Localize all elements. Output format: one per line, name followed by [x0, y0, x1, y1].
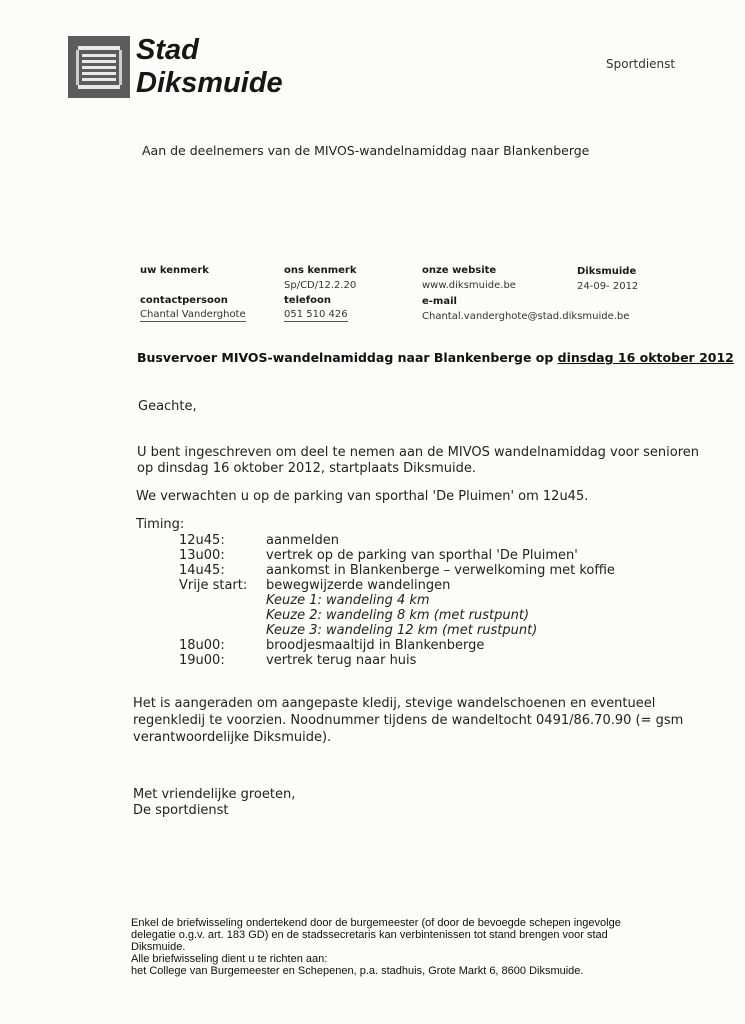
- timing-time: Vrije start:: [179, 578, 248, 593]
- timing-time: 13u00:: [179, 548, 225, 563]
- timing-time: 12u45:: [179, 533, 225, 548]
- timing-time: 19u00:: [179, 653, 225, 668]
- paragraph-meeting: We verwachten u op de parking van sporthal 'De Pluimen' om 12u45.: [136, 489, 589, 504]
- timing-time: 14u45:: [179, 563, 225, 578]
- email-link[interactable]: Chantal.vanderghote@stad.diksmuide.be: [422, 311, 630, 322]
- email-label: e-mail: [422, 296, 457, 307]
- logo-line-2: Diksmuide: [136, 67, 283, 99]
- footer-line-5: het College van Burgemeester en Schepenen, p.a. stadhuis, Grote Markt 6, 8600 Diksmuide.: [131, 965, 584, 977]
- logo-line-1: Stad: [136, 34, 199, 66]
- timing-desc: Keuze 2: wandeling 8 km (met rustpunt): [266, 608, 530, 623]
- phone-value: 051 510 426: [284, 309, 348, 320]
- timing-desc: aanmelden: [266, 533, 339, 548]
- timing-desc: aankomst in Blankenberge – verwelkoming met koffie: [266, 563, 615, 578]
- place-label: Diksmuide: [577, 266, 637, 277]
- timing-label: Timing:: [136, 517, 185, 532]
- contact-value: Chantal Vanderghote: [140, 309, 246, 320]
- letter-date: 24-09- 2012: [577, 281, 639, 292]
- city-logo-emblem: [68, 36, 130, 98]
- paragraph-intro: [137, 445, 699, 477]
- subject-text: Busvervoer MIVOS-wandelnamiddag naar Blankenberge op: [137, 350, 558, 365]
- phone-label: telefoon: [284, 295, 331, 306]
- legal-footer: [131, 917, 651, 977]
- paragraph-advice-line-3: verantwoordelijke Diksmuide).: [133, 730, 332, 745]
- ons-kenmerk-value: Sp/CD/12.2.20: [284, 280, 357, 291]
- paragraph-intro-line-2: op dinsdag 16 oktober 2012, startplaats Diksmuide.: [137, 461, 476, 476]
- timing-desc: Keuze 3: wandeling 12 km (met rustpunt): [266, 623, 538, 638]
- timing-desc: vertrek op de parking van sporthal 'De Pluimen': [266, 548, 578, 563]
- website-label: onze website: [422, 265, 497, 276]
- timing-schedule: [179, 533, 615, 683]
- subject-date: dinsdag 16 oktober 2012: [557, 350, 734, 365]
- ons-kenmerk-label: ons kenmerk: [284, 265, 357, 276]
- paragraph-intro-line-1: U bent ingeschreven om deel te nemen aan de MIVOS wandelnamiddag voor senioren: [137, 445, 699, 460]
- contact-label: contactpersoon: [140, 295, 228, 306]
- paragraph-advice-line-1: Het is aangeraden om aangepaste kledij, stevige wandelschoenen en eventueel: [133, 696, 656, 711]
- paragraph-advice-line-2: regenkledij te voorzien. Noodnummer tijdens de wandeltocht 0491/86.70.90 (= gsm: [133, 713, 684, 728]
- timing-desc: Keuze 1: wandeling 4 km: [266, 593, 430, 608]
- greeting: Geachte,: [138, 399, 197, 414]
- department-name: Sportdienst: [606, 57, 676, 71]
- footer-line-3: Diksmuide.: [131, 941, 186, 953]
- recipient-line: Aan de deelnemers van de MIVOS-wandelnamiddag naar Blankenberge: [142, 143, 590, 158]
- timing-desc: broodjesmaaltijd in Blankenberge: [266, 638, 485, 653]
- city-crest-icon: [68, 36, 130, 98]
- subject-line: [137, 350, 734, 365]
- timing-desc: bewegwijzerde wandelingen: [266, 578, 451, 593]
- timing-desc: vertrek terug naar huis: [266, 653, 417, 668]
- footer-line-1: Enkel de briefwisseling ondertekend door de burgemeester (of door de bevoegde schepen ingevolge: [131, 917, 621, 929]
- closing-greeting: Met vriendelijke groeten,: [133, 787, 296, 802]
- footer-line-4: Alle briefwisseling dient u te richten aan:: [131, 953, 328, 965]
- paragraph-advice: [133, 695, 683, 746]
- website-link[interactable]: www.diksmuide.be: [422, 280, 516, 291]
- timing-time: 18u00:: [179, 638, 225, 653]
- city-logo-text: [136, 34, 283, 100]
- footer-line-2: delegatie o.g.v. art. 183 GD) en de stadssecretaris kan verbintenissen tot stand brengen voor stad: [131, 929, 608, 941]
- closing-signature: De sportdienst: [133, 803, 229, 818]
- uw-kenmerk-label: uw kenmerk: [140, 265, 209, 276]
- closing: [133, 787, 295, 819]
